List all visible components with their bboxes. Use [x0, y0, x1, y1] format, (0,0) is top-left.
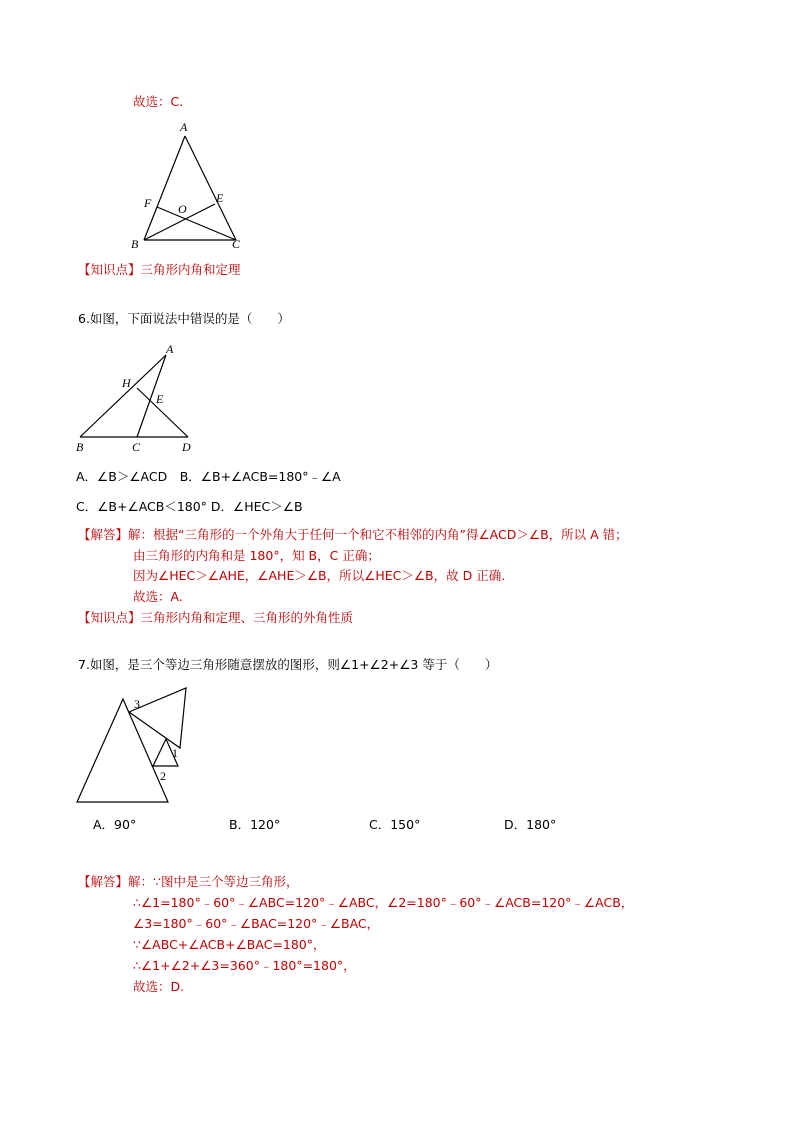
q7-question-text: 7.如图，是三个等边三角形随意摆放的图形，则∠1+∠2+∠3 等于（ ） [78, 657, 498, 672]
q5-knowledge-text: 三角形内角和定理 [140, 262, 241, 277]
q7-solution-line-3: ∠3=180°﹣60°﹣∠BAC=120°﹣∠BAC， [133, 916, 380, 931]
q6-options-row1: A．∠B＞∠ACD B．∠B+∠ACB=180°﹣∠A [76, 469, 341, 484]
q7-solution-first-line [78, 876, 298, 889]
q5-label-o: O [178, 202, 187, 216]
q6-knowledge-text: 三角形内角和定理、三角形的外角性质 [140, 610, 354, 625]
q6-label-d: D [182, 440, 191, 454]
q6-solution-line-2: 由三角形的内角和是 180°，知 B，C 正确； [133, 548, 380, 563]
q6-question-text: 6.如图，下面说法中错误的是（ ） [78, 311, 290, 326]
q7-solution-line-2: ∴∠1=180°﹣60°﹣∠ABC=120°﹣∠ABC，∠2=180°﹣60°﹣∠ACB=120°﹣∠ACB， [133, 895, 634, 910]
q5-label-c: C [232, 237, 241, 251]
q7-option-a: A．90° [93, 817, 137, 832]
q6-label-h: H [122, 376, 131, 390]
q7-option-d: D．180° [504, 817, 557, 832]
q7-large-triangle [77, 699, 168, 802]
q5-label-f: F [144, 196, 152, 210]
q6-solution-line-3: 因为∠HEC＞∠AHE，∠AHE＞∠B，所以∠HEC＞∠B，故 D 正确. [133, 568, 506, 583]
q6-solution-line-4: 故选：A. [133, 589, 183, 604]
q5-knowledge-tag: 【知识点】 [78, 262, 141, 277]
q5-label-b: B [131, 237, 139, 251]
q6-solution-tag: 【解答】 [78, 527, 129, 542]
q6-options-row2: C．∠B+∠ACB＜180° D．∠HEC＞∠B [76, 499, 303, 514]
q7-solution-line-6: 故选：D. [133, 979, 185, 994]
q7-solution-line-5: ∴∠1+∠2+∠3=360°﹣180°=180°， [133, 958, 356, 973]
q7-label-1: 1 [172, 746, 178, 760]
q7-solution-line-1: 解：∵图中是三个等边三角形， [128, 874, 299, 889]
q6-label-c: C [132, 440, 141, 454]
q6-knowledge-tag: 【知识点】 [78, 610, 141, 625]
q7-option-b: B．120° [229, 817, 281, 832]
q7-solution-tag: 【解答】 [78, 874, 129, 889]
q5-answer-line: 故选：C. [133, 94, 184, 109]
q7-option-c: C．150° [369, 817, 421, 832]
q7-label-3: 3 [134, 697, 140, 711]
q5-label-e: E [216, 191, 224, 205]
q6-label-b: B [76, 440, 84, 454]
q6-label-a: A [166, 342, 174, 356]
q5-label-a: A [180, 120, 188, 134]
q6-solution-line-1: 解：根据“三角形的一个外角大于任何一个和它不相邻的内角”得∠ACD＞∠B，所以 A 错； [128, 527, 628, 542]
q6-label-e: E [156, 392, 164, 406]
q7-label-2: 2 [160, 769, 166, 783]
q7-solution-line-4: ∵∠ABC+∠ACB+∠BAC=180°， [133, 937, 326, 952]
